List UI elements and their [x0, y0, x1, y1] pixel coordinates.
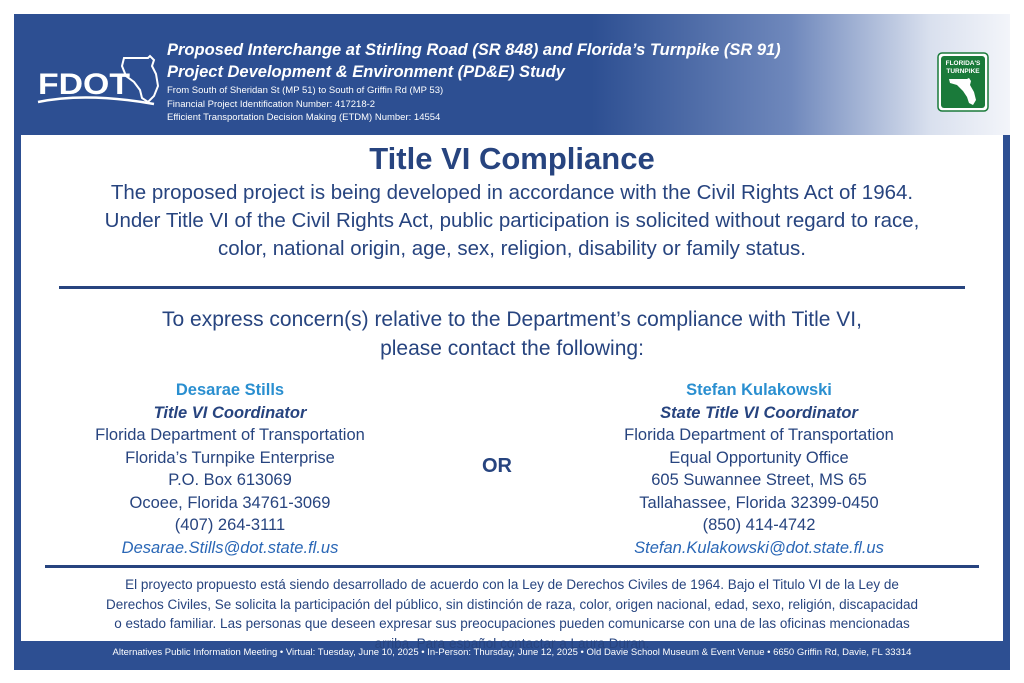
- etdm-number: Efficient Transportation Decision Making (ETDM) Number: 14554: [167, 112, 441, 123]
- document-frame: [14, 14, 1010, 670]
- intro-line2: Under Title VI of the Civil Rights Act, public participation is solicited without regard to race,: [104, 209, 920, 232]
- page-title: Title VI Compliance: [369, 141, 655, 176]
- turnpike-logo-line1: FLORIDA'S: [945, 60, 981, 67]
- contact-office: Florida’s Turnpike Enterprise: [125, 448, 335, 467]
- fdot-logo-text: FDOT: [38, 68, 130, 101]
- contact-org: Florida Department of Transportation: [624, 426, 894, 444]
- contact-city: Ocoee, Florida 34761-3069: [129, 493, 331, 512]
- spanish-line4: arriba. Para español contactar a Laura Duran.: [374, 635, 650, 651]
- contact-prompt-line2: please contact the following:: [380, 337, 644, 360]
- contact-address: 605 Suwannee Street, MS 65: [651, 471, 867, 489]
- contact-phone: (407) 264-3111: [174, 516, 286, 534]
- contact-prompt-line1: To express concern(s) relative to the Department’s compliance with Title VI,: [162, 308, 862, 331]
- contact-prompt: [21, 305, 1003, 363]
- contact-email-link[interactable]: Desarae.Stills@dot.state.fl.us: [121, 538, 339, 557]
- spanish-line1: El proyecto propuesto está siendo desarrollado de acuerdo con la Ley de Derechos Civiles de 1964. Bajo el Titulo VI de la Ley de: [125, 577, 899, 592]
- project-details: [167, 84, 443, 125]
- contact-address: P.O. Box 613069: [168, 471, 292, 489]
- divider-bottom: [45, 565, 979, 568]
- spanish-line3: o estado familiar. Las personas que deseen expresar sus preocupaciones pueden comunicarse con una de las oficinas mencionadas: [114, 616, 910, 631]
- contact-name: Desarae Stills: [175, 381, 285, 399]
- turnpike-logo-line2: TURNPIKE: [946, 68, 980, 75]
- divider-top: [59, 286, 965, 289]
- spanish-notice: [27, 575, 997, 653]
- spanish-line2: Derechos Civiles, Se solicita la participación del público, sin distinción de raza, color, origen nacional, edad, sexo, religión, discapacidad: [106, 596, 918, 612]
- project-title-line2: Project Development & Environment (PD&E) Study: [167, 63, 565, 81]
- contact-office: Equal Opportunity Office: [669, 448, 849, 467]
- content-panel: [21, 135, 1003, 651]
- project-limits: From South of Sheridan St (MP 51) to South of Griffin Rd (MP 53): [167, 85, 444, 96]
- contact-card-stefan: [589, 379, 929, 559]
- intro-line3: color, national origin, age, sex, religion, disability or family status.: [218, 237, 806, 260]
- contact-email-link[interactable]: Stefan.Kulakowski@dot.state.fl.us: [634, 538, 884, 557]
- contact-phone: (850) 414-4742: [702, 516, 816, 534]
- header-banner: [14, 14, 1010, 135]
- contact-org: Florida Department of Transportation: [95, 426, 365, 444]
- contact-card-desarae: [65, 379, 395, 559]
- intro-line1: The proposed project is being developed in accordance with the Civil Rights Act of 1964.: [110, 181, 914, 204]
- contact-name: Stefan Kulakowski: [686, 381, 832, 399]
- contact-role: State Title VI Coordinator: [660, 403, 858, 422]
- florida-turnpike-logo: [937, 52, 989, 112]
- meeting-footer: Alternatives Public Information Meeting • Virtual: Tuesday, June 10, 2025 • In-Person: Thursday, June 12, 2025 • Old Davie School Museum & Event Venue • 6650 Griffin Rd, Davie, FL 33314: [112, 647, 912, 658]
- intro-paragraph: [21, 179, 1003, 263]
- or-separator: OR: [482, 455, 512, 477]
- financial-project-id: Financial Project Identification Number: 417218-2: [167, 98, 376, 110]
- contact-role: Title VI Coordinator: [153, 403, 307, 422]
- contact-city: Tallahassee, Florida 32399-0450: [639, 493, 879, 512]
- project-title-line1: Proposed Interchange at Stirling Road (SR 848) and Florida’s Turnpike (SR 91): [167, 41, 781, 59]
- fdot-logo: [36, 52, 162, 112]
- project-title: [167, 39, 781, 83]
